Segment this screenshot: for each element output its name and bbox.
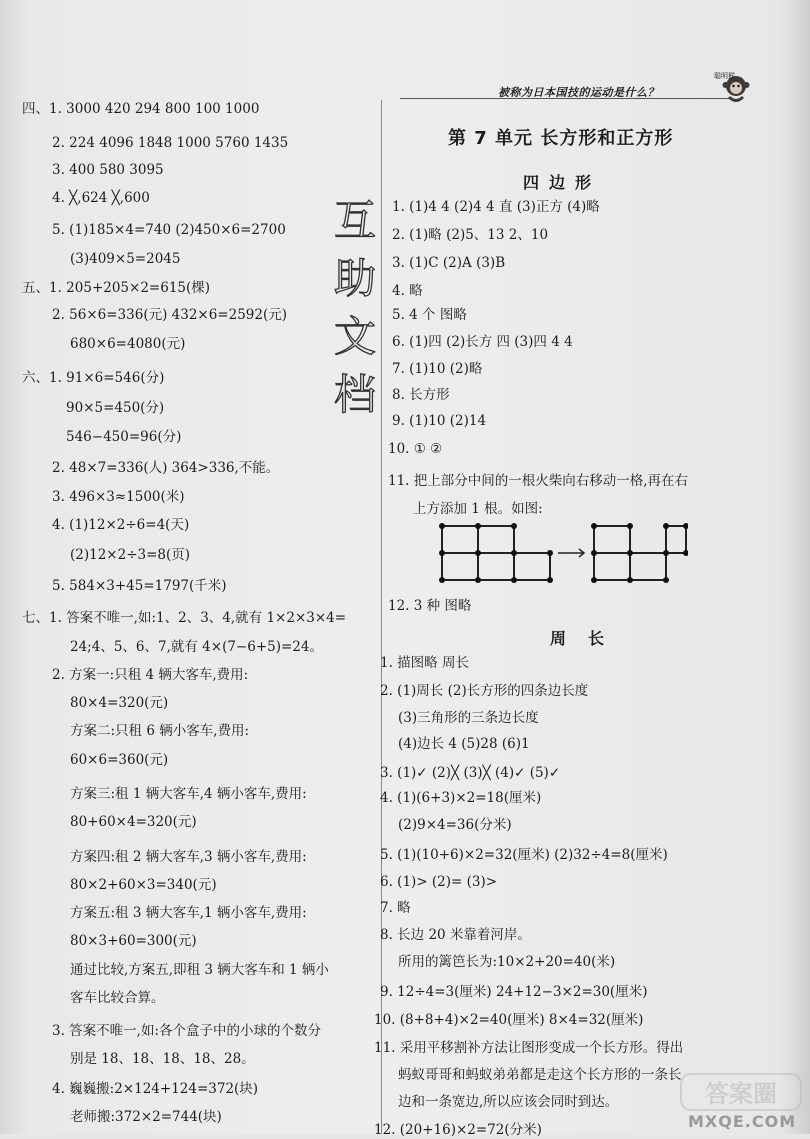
answer-right-line: 3. (1)✓ (2)╳ (3)╳ (4)✓ (5)✓: [380, 765, 561, 781]
answer-right-line: 11. 采用平移割补方法让图形变成一个长方形。得出: [374, 1040, 684, 1056]
header-question: 被称为日本国技的运动是什么？: [498, 86, 659, 99]
answer-right-line: 2. (1)略 (2)5、13 2、10: [392, 227, 549, 243]
unit-title: 第 7 单元 长方形和正方形: [448, 128, 674, 149]
answer-left-line: 方案四:租 2 辆大客车,3 辆小客车,费用:: [70, 849, 307, 865]
right-arrow-icon: [558, 549, 584, 557]
answer-left-line: 80+60×4=320(元): [70, 814, 197, 830]
answer-right-line: 10. (8+8+4)×2=40(厘米) 8×4=32(厘米): [374, 1012, 644, 1028]
answer-left-line: 546−450=96(分): [66, 429, 182, 445]
matchstick-figure-before: [442, 526, 550, 580]
monkey-mascot-icon: [712, 66, 752, 106]
answer-right-line: 3. (1)C (2)A (3)B: [392, 255, 506, 271]
answer-right-line: 1. (1)4 4 (2)4 4 直 (3)正方 (4)略: [392, 199, 600, 215]
answer-left-line: 四、1. 3000 420 294 800 100 1000: [22, 101, 260, 117]
answer-left-line: 4. (1)12×2÷6=4(天): [52, 517, 190, 533]
answer-left-line: 方案三:租 1 辆大客车,4 辆小客车,费用:: [70, 786, 307, 802]
handwritten-annotation: [325, 195, 385, 435]
answer-right-line: 2. (1)周长 (2)长方形的四条边长度: [380, 683, 589, 699]
answer-left-line: 90×5=450(分): [66, 400, 165, 416]
answer-left-line: 2. 224 4096 1848 1000 5760 1435: [52, 135, 289, 151]
answer-right-line: 4. 略: [392, 283, 423, 299]
answer-right-line: 7. (1)10 (2)略: [392, 361, 483, 377]
watermark-url: MXQE.COM: [688, 1112, 797, 1131]
answer-left-line: 4. ╳,624 ╳,600: [52, 190, 150, 206]
answer-left-line: 3. 答案不唯一,如:各个盒子中的小球的个数分: [52, 1023, 322, 1039]
answer-left-line: (2)12×2÷3=8(页): [70, 547, 191, 563]
mascot-label: 聪明猴: [714, 72, 735, 80]
matchstick-figure-after: [594, 526, 686, 580]
watermark-main: 答案圈: [705, 1080, 777, 1108]
answer-right-line: 8. 长边 20 米靠着河岸。: [380, 927, 531, 943]
answer-left-line: 2. 48×7=336(人) 364>336,不能。: [52, 460, 280, 476]
answer-left-line: 4. 巍巍搬:2×124+124=372(块): [52, 1081, 259, 1097]
answer-left-line: 3. 496×3≈1500(米): [52, 489, 185, 505]
answer-right-line: (4)边长 4 (5)28 (6)1: [398, 736, 530, 752]
section-title-quadrilateral: 四边形: [523, 173, 602, 192]
answer-left-line: 5. (1)185×4=740 (2)450×6=2700: [52, 222, 286, 238]
answer-right-line: 蚂蚁哥哥和蚂蚁弟弟都是走这个长方形的一条长: [398, 1067, 682, 1083]
answer-left-line: 方案二:只租 6 辆小客车,费用:: [70, 723, 250, 739]
answer-right-line: 9. 12÷4=3(厘米) 24+12−3×2=30(厘米): [380, 984, 648, 1000]
answer-right-line: 边和一条宽边,所以应该会同时到达。: [398, 1094, 619, 1110]
handwritten-text: 互助文档: [333, 196, 377, 419]
answer-right-line: (2)9×4=36(分米): [398, 817, 512, 833]
answer-left-line: 24;4、5、6、7,就有 4×(7−6+5)=24。: [70, 639, 323, 655]
matchstick-diagram: [438, 520, 688, 590]
answer-left-line: (3)409×5=2045: [70, 251, 181, 267]
answer-right-line: (3)三角形的三条边长度: [398, 710, 539, 726]
answer-right-line: 5. 4 个 图略: [392, 307, 467, 323]
answer-right-line: 11. 把上部分中间的一根火柴向右移动一格,再在右: [388, 473, 689, 489]
answer-left-line: 通过比较,方案五,即租 3 辆大客车和 1 辆小: [70, 962, 329, 978]
answer-left-line: 方案五:租 3 辆大客车,1 辆小客车,费用:: [70, 905, 307, 921]
answer-left-line: 别是 18、18、18、18、28。: [70, 1051, 255, 1067]
answer-right-line: 7. 略: [380, 900, 411, 916]
answer-right-line: 6. (1)> (2)= (3)>: [380, 874, 498, 890]
answer-right-line: 6. (1)四 (2)长方 四 (3)四 4 4: [392, 334, 573, 350]
answer-left-line: 5. 584×3+45=1797(千米): [52, 578, 227, 594]
answer-left-line: 80×2+60×3=340(元): [70, 877, 217, 893]
answer-left-line: 2. 方案一:只租 4 辆大客车,费用:: [52, 667, 249, 683]
answer-left-line: 六、1. 91×6=546(分): [22, 370, 165, 386]
answer-left-line: 3. 400 580 3095: [52, 162, 164, 178]
answer-left-line: 七、1. 答案不唯一,如:1、2、3、4,就有 1×2×3×4=: [22, 610, 347, 626]
answer-right-line: 8. 长方形: [392, 387, 450, 403]
answer-right-line: 12. 3 种 图略: [388, 598, 472, 614]
answer-right-line: 10. ① ②: [388, 441, 443, 457]
answer-right-line: 12. (20+16)×2=72(分米): [374, 1122, 542, 1138]
answer-right-line: 4. (1)(6+3)×2=18(厘米): [380, 790, 542, 806]
answer-left-line: 五、1. 205+205×2=615(棵): [22, 280, 211, 296]
answer-left-line: 2. 56×6=336(元) 432×6=2592(元): [52, 307, 288, 323]
answer-right-line: 所用的篱笆长为:10×2+20=40(米): [398, 954, 616, 970]
section-title-perimeter: 周长: [550, 629, 627, 648]
answer-left-line: 客车比较合算。: [70, 990, 165, 1006]
answer-right-line: 上方添加 1 根。如图:: [413, 501, 543, 517]
answer-left-line: 80×3+60=300(元): [70, 933, 197, 949]
answer-right-line: 5. (1)(10+6)×2=32(厘米) (2)32÷4=8(厘米): [380, 847, 668, 863]
answer-left-line: 80×4=320(元): [70, 695, 169, 711]
answer-right-line: 9. (1)10 (2)14: [392, 413, 487, 429]
answer-left-line: 680×6=4080(元): [70, 336, 186, 352]
answer-left-line: 老师搬:372×2=744(块): [70, 1109, 222, 1125]
answer-left-line: 60×6=360(元): [70, 752, 169, 768]
answer-right-line: 1. 描图略 周长: [380, 655, 469, 671]
